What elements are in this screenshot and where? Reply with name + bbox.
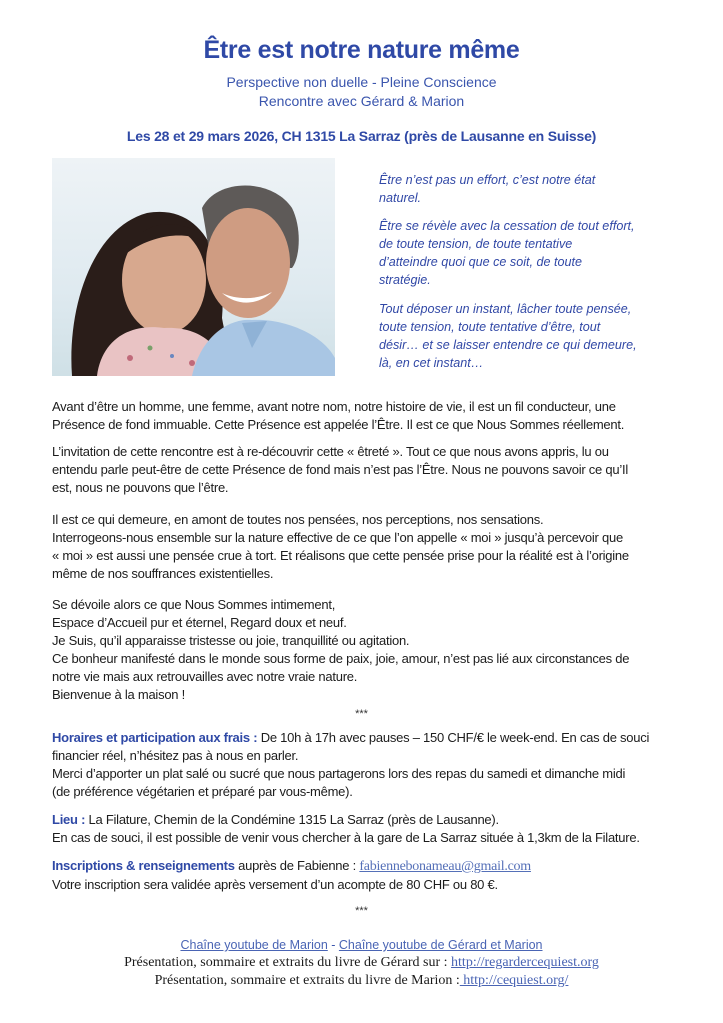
quote-line: Être n’est pas un effort, c’est notre état <box>379 173 596 187</box>
body-paragraph-3 <box>52 511 712 583</box>
registration-label: Inscriptions & renseignements <box>52 858 235 873</box>
quote-line: de toute tension, de toute tentative <box>379 237 573 251</box>
page-title: Être est notre nature même <box>203 36 520 64</box>
quote-line: toute tension, toute tentative d’être, tout <box>379 320 601 334</box>
event-dateline: Les 28 et 29 mars 2026, CH 1315 La Sarraz (près de Lausanne en Suisse) <box>126 128 597 144</box>
gerard-book-text: Présentation, sommaire et extraits du livre de Gérard sur : <box>124 955 452 970</box>
quote-line: là, en cet instant… <box>379 356 484 370</box>
hours-text: De 10h à 17h avec pauses – 150 CHF/€ le week-end. En cas de souci <box>257 730 650 745</box>
place-label: Lieu : <box>52 812 86 827</box>
body-line: Espace d’Accueil pur et éternel, Regard doux et neuf. <box>52 615 347 630</box>
marion-book-text: Présentation, sommaire et extraits du livre de Marion : <box>154 973 460 988</box>
body-line: est, nous ne pouvons que l’être. <box>52 480 229 495</box>
hours-line: Merci d’apporter un plat salé ou sucré que nous partagerons lors des repas du samedi et dimanche midi <box>52 766 626 781</box>
quote-line: d’atteindre quoi que ce soit, de toute <box>379 255 583 269</box>
place-text: La Filature, Chemin de la Condémine 1315 La Sarraz (près de Lausanne). <box>85 812 499 827</box>
body-line: Avant d’être un homme, une femme, avant notre nom, notre histoire de vie, il est un fil conducteur, une <box>52 399 616 414</box>
body-line: même de nos souffrances existentielles. <box>52 566 274 581</box>
body-line: Bienvenue à la maison ! <box>52 687 186 702</box>
subtitle-meeting: Rencontre avec Gérard & Marion <box>258 93 465 109</box>
subtitle-perspective: Perspective non duelle - Pleine Conscience <box>226 74 497 90</box>
quote-line: Tout déposer un instant, lâcher toute pensée, <box>379 302 632 316</box>
body-line: Se dévoile alors ce que Nous Sommes intimement, <box>52 597 336 612</box>
body-line: Il est ce qui demeure, en amont de toutes nos pensées, nos perceptions, nos sensations. <box>52 512 544 527</box>
quote-paragraph-3 <box>379 300 679 372</box>
body-line: Présence de fond immuable. Cette Présence est appelée l’Être. Il est ce que Nous Sommes réellement. <box>52 417 625 432</box>
gerard-book-link[interactable]: http://regardercequiest.org <box>451 955 599 970</box>
body-paragraph-1 <box>52 398 712 434</box>
gerard-book-line <box>0 954 723 972</box>
registration-line: Votre inscription sera validée après versement d’un acompte de 80 CHF ou 80 €. <box>52 877 498 892</box>
body-line: Je Suis, qu’il apparaisse tristesse ou joie, tranquillité ou agitation. <box>52 633 410 648</box>
hours-section <box>52 729 712 801</box>
marion-book-line <box>0 972 723 990</box>
separator: *** <box>355 708 368 720</box>
link-separator: - <box>327 938 339 952</box>
body-line: entendu parle peut-être de cette Présence de fond mais n’est pas l’Être. Nous ne pouvons savoir ce qu’Il <box>52 462 628 477</box>
registration-text: auprès de Fabienne : <box>234 858 360 873</box>
email-link[interactable]: fabiennebonameau@gmail.com <box>359 859 531 874</box>
place-section <box>52 811 712 847</box>
body-paragraph-2 <box>52 443 712 497</box>
body-line: Ce bonheur manifesté dans le monde sous forme de paix, joie, amour, n’est pas lié aux circonstances de <box>52 651 630 666</box>
quote-paragraph-1 <box>379 171 679 207</box>
hours-label: Horaires et participation aux frais : <box>52 730 258 745</box>
separator: *** <box>355 905 368 917</box>
registration-section <box>52 857 712 894</box>
couple-photo <box>52 158 335 376</box>
quote-line: naturel. <box>379 191 422 205</box>
quote-line: désir… et se laisser entendre ce qui demeure, <box>379 338 637 352</box>
youtube-marion-link[interactable]: Chaîne youtube de Marion <box>180 938 328 952</box>
marion-book-link[interactable]: http://cequiest.org/ <box>459 973 569 988</box>
body-line: Interrogeons-nous ensemble sur la nature effective de ce que l’on appelle « moi » jusqu’à percevoir que <box>52 530 623 545</box>
body-paragraph-4 <box>52 596 712 704</box>
youtube-gerard-marion-link[interactable]: Chaîne youtube de Gérard et Marion <box>338 938 543 952</box>
hours-line: financier réel, n’hésitez pas à nous en parler. <box>52 748 299 763</box>
quote-line: Être se révèle avec la cessation de tout effort, <box>379 219 635 233</box>
youtube-links <box>0 936 723 954</box>
body-line: notre vie mais aux retrouvailles avec notre vraie nature. <box>52 669 358 684</box>
body-line: « moi » est aussi une pensée crue à tort. Et réalisons que cette pensée prise pour la réalité est à l’origine <box>52 548 629 563</box>
place-line: En cas de souci, il est possible de venir vous chercher à la gare de La Sarraz située à 1,3km de la Filature. <box>52 830 640 845</box>
body-line: L’invitation de cette rencontre est à re-découvrir cette « êtreté ». Tout ce que nous avons appris, lu ou <box>52 444 609 459</box>
quote-line: stratégie. <box>379 273 431 287</box>
hours-line: (de préférence végétarien et préparé par vous-même). <box>52 784 353 799</box>
quote-paragraph-2 <box>379 217 679 289</box>
